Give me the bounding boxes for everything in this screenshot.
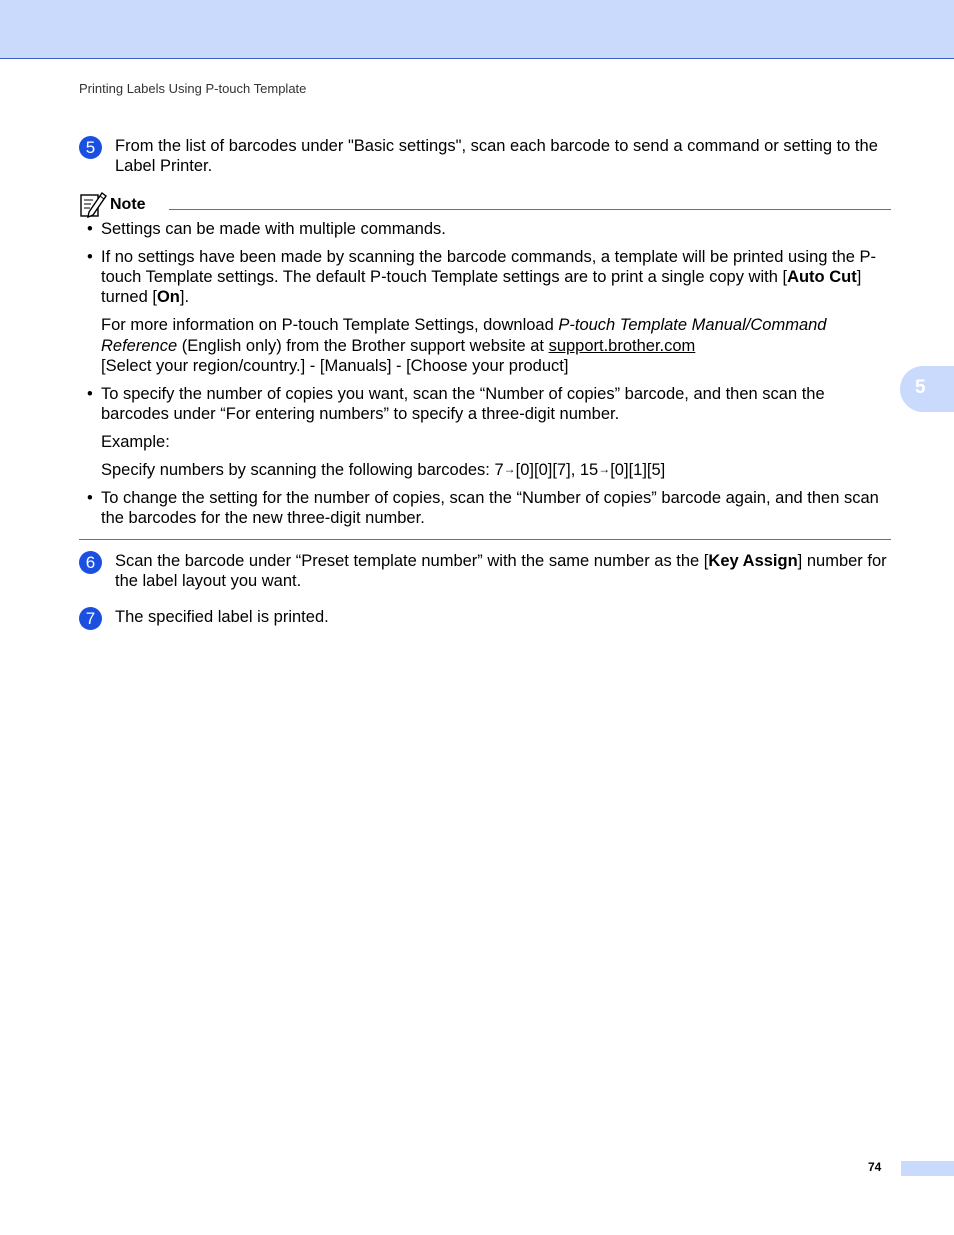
page-number: 74 bbox=[868, 1160, 882, 1174]
more-info-paragraph: For more information on P-touch Template Settings, download P-touch Template Manual/Command Reference (English only) from the Brother support website at support.brother.com [Select your region/country.] - [Manuals] - [Choose your product] bbox=[101, 316, 827, 375]
bullet-dot: • bbox=[87, 220, 93, 238]
bullet-text: To specify the number of copies you want, scan the “Number of copies” barcode, and then scan the barcodes under “For entering numbers” to specify a three-digit number. bbox=[101, 385, 825, 423]
example-text: Specify numbers by scanning the following barcodes: 7→[0][0][7], 15→[0][1][5] bbox=[101, 461, 666, 479]
note-box bbox=[79, 190, 891, 220]
chapter-number: 5 bbox=[915, 377, 926, 398]
note-bullet bbox=[79, 247, 891, 307]
step-number-badge: 5 bbox=[79, 136, 102, 159]
note-bullet bbox=[79, 488, 891, 528]
key-assign-label: Key Assign bbox=[708, 552, 798, 570]
note-end-divider bbox=[79, 539, 891, 540]
step-7 bbox=[79, 607, 891, 627]
step-number-badge: 7 bbox=[79, 607, 102, 630]
arrow-icon: → bbox=[598, 462, 611, 476]
auto-cut-label: Auto Cut bbox=[787, 268, 857, 286]
on-label: On bbox=[156, 288, 180, 306]
bullet-text: To change the setting for the number of copies, scan the “Number of copies” barcode again, and then scan the barcodes for the new three-digit number. bbox=[101, 489, 879, 527]
step-text: From the list of barcodes under "Basic settings", scan each barcode to send a command or setting to the Label Printer. bbox=[115, 137, 878, 175]
note-header bbox=[79, 190, 891, 220]
bullet-text: If no settings have been made by scanning the barcode commands, a template will be printed using the P-touch Template settings. The default P-touch Template settings are to print a single copy with [Auto Cut] turned [On]. bbox=[101, 248, 877, 306]
arrow-icon: → bbox=[503, 462, 516, 476]
step-number-badge: 6 bbox=[79, 551, 102, 574]
example-label: Example: bbox=[101, 433, 170, 451]
step-text: Scan the barcode under “Preset template number” with the same number as the [Key Assign] number for the label layout you want. bbox=[115, 552, 887, 590]
bullet-dot: • bbox=[87, 489, 93, 507]
chapter-tab bbox=[900, 366, 954, 412]
note-divider bbox=[169, 209, 891, 210]
running-header: Printing Labels Using P-touch Template bbox=[79, 81, 307, 96]
note-bullet bbox=[79, 384, 891, 424]
step-6 bbox=[79, 551, 891, 591]
note-title: Note bbox=[110, 196, 146, 213]
header-band bbox=[0, 0, 954, 59]
bullet-text: Settings can be made with multiple commands. bbox=[101, 220, 446, 238]
note-pencil-icon bbox=[79, 190, 107, 218]
manual-title: P-touch Template Manual/Command Reference bbox=[101, 316, 827, 355]
navigation-path: [Select your region/country.] - [Manuals] - [Choose your product] bbox=[101, 357, 569, 375]
step-text: The specified label is printed. bbox=[115, 608, 329, 626]
support-link[interactable]: support.brother.com bbox=[548, 336, 696, 355]
step-5 bbox=[79, 136, 891, 176]
bullet-dot: • bbox=[87, 248, 93, 266]
bullet-dot: • bbox=[87, 385, 93, 403]
note-bullet bbox=[79, 219, 891, 239]
page-number-bar bbox=[901, 1161, 954, 1176]
